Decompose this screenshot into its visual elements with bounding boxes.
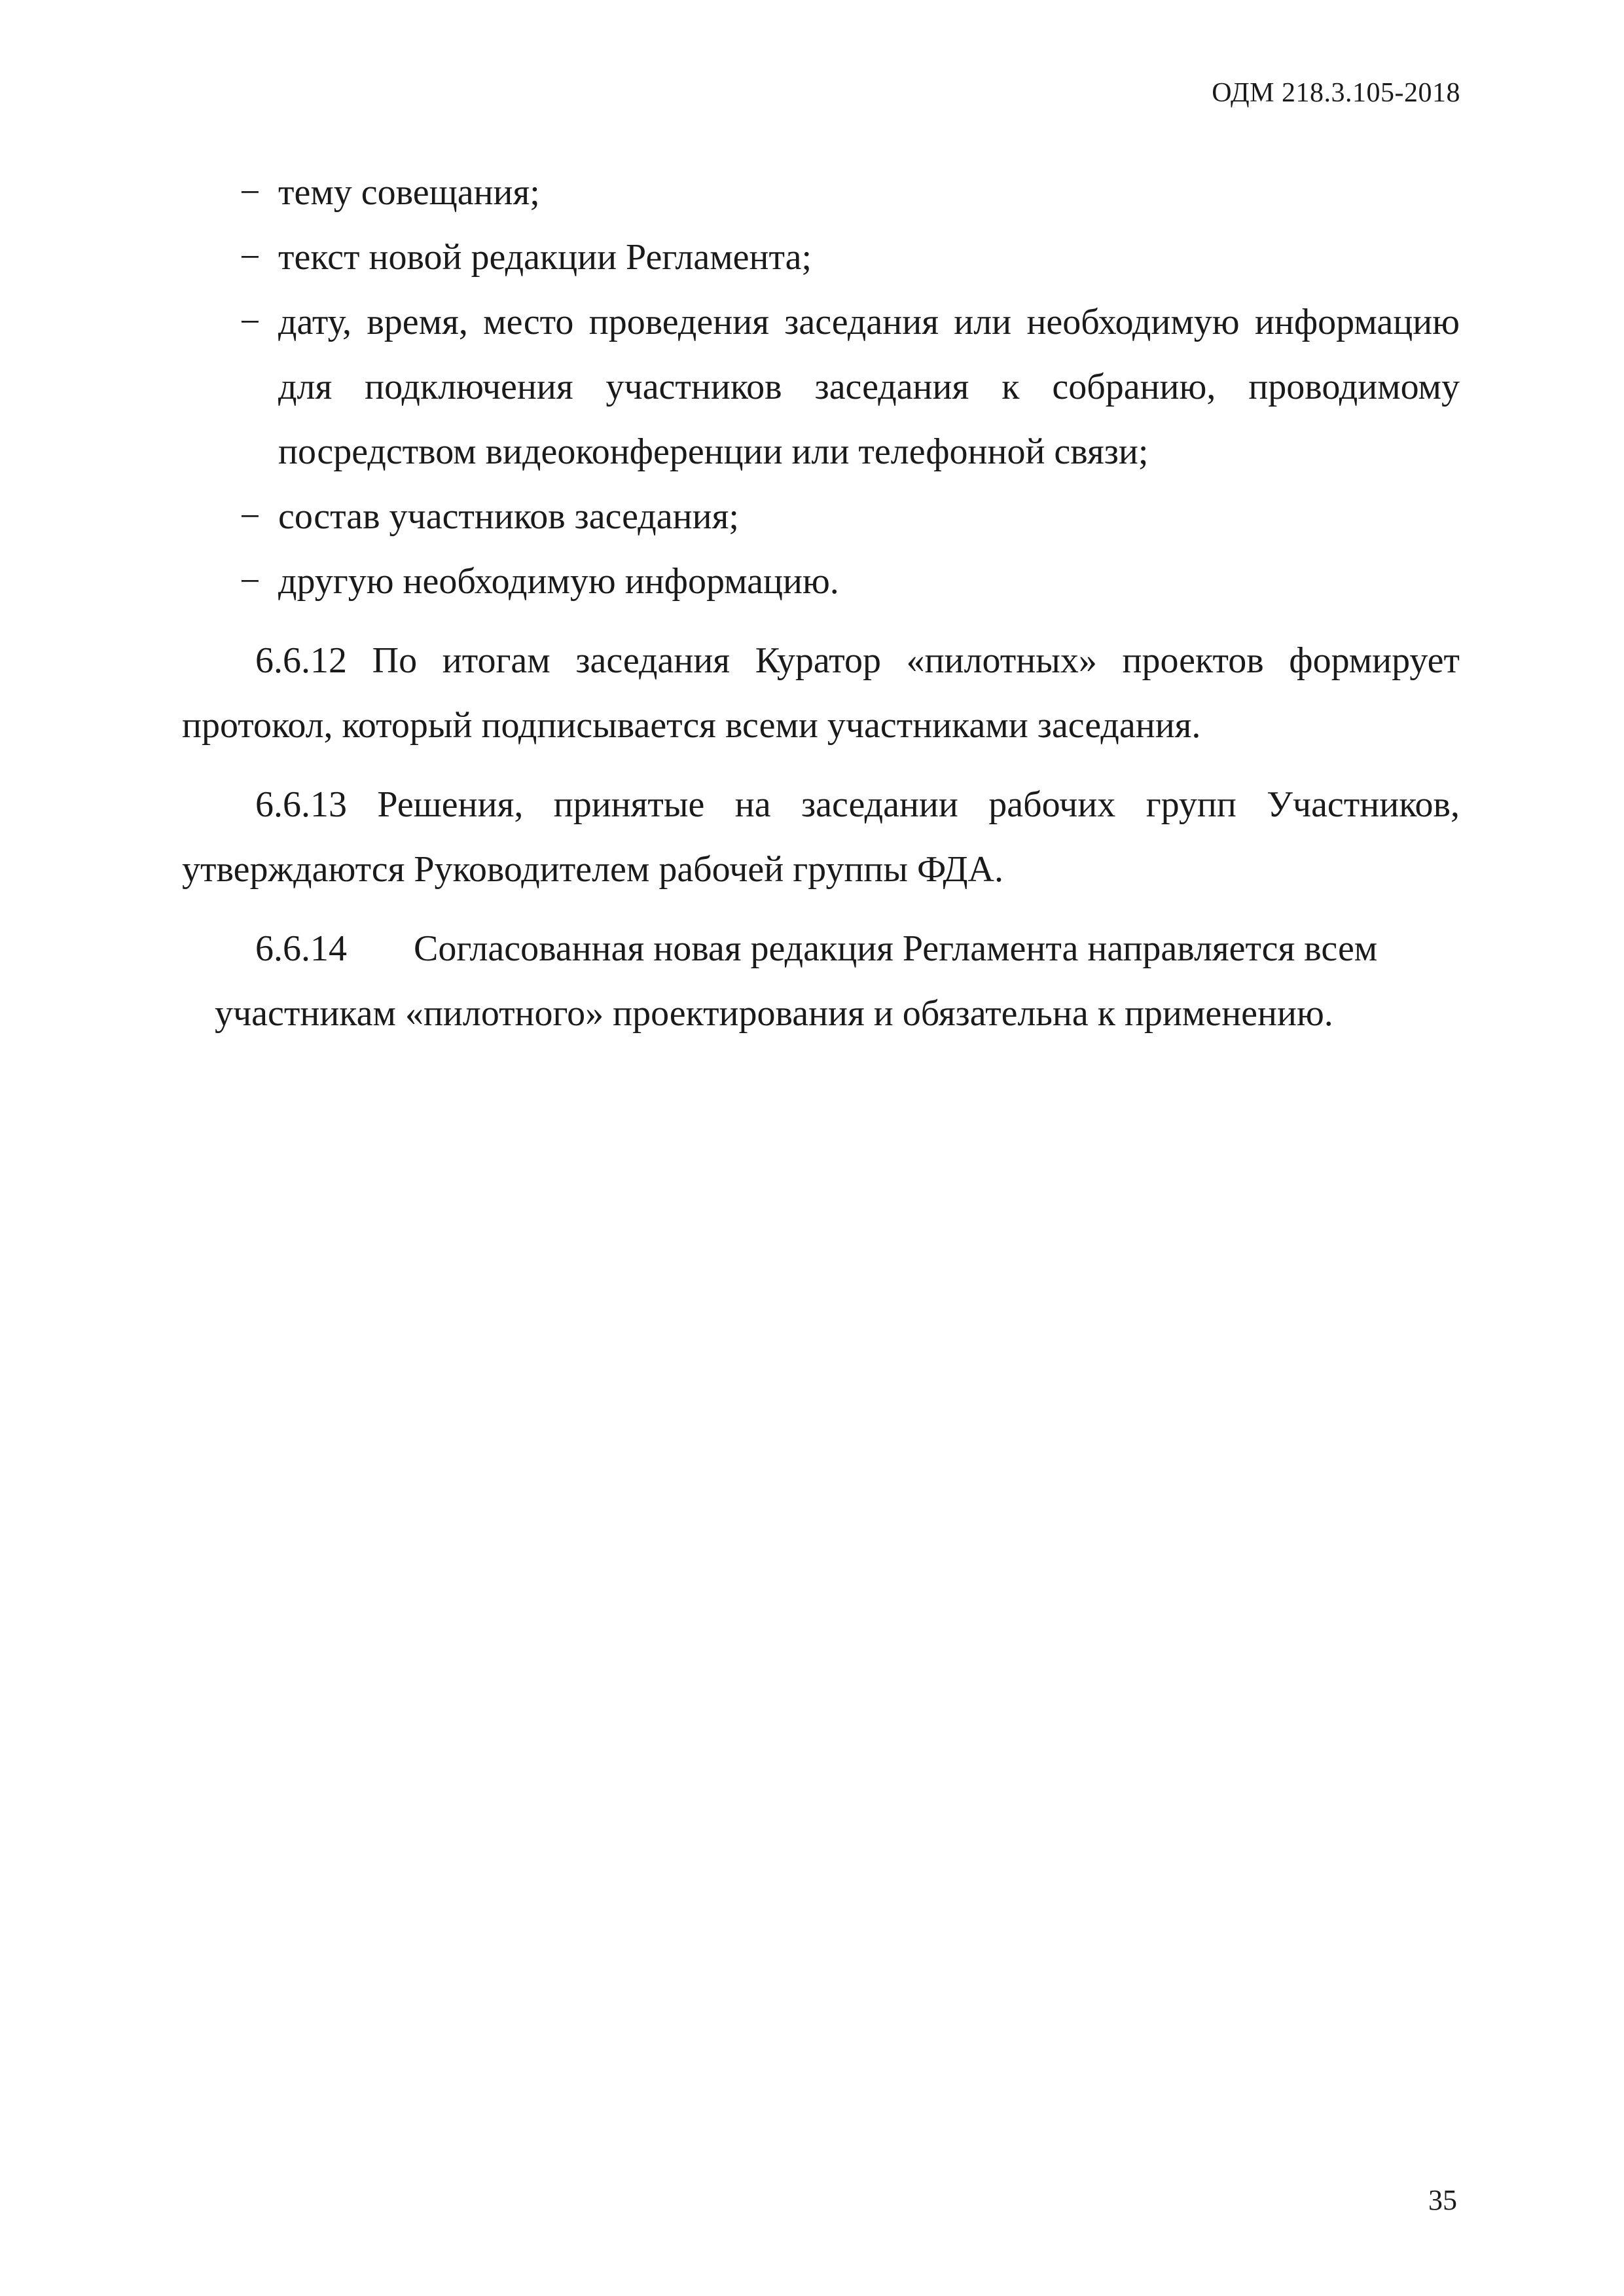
list-item (182, 484, 1460, 549)
dash-bullet: − (240, 172, 261, 213)
clause-text: По итогам заседания Куратор «пилотных» проектов формирует протокол, который подписывается всеми участниками заседания. (182, 640, 1460, 746)
clause-number: 6.6.14 (255, 928, 347, 969)
list-item (182, 160, 1460, 225)
list-item (182, 225, 1460, 290)
clause-second-line: участникам «пилотного» проектирования и обязательна к применению. (215, 993, 1333, 1034)
list-item-text: состав участников заседания; (278, 496, 739, 537)
clause-text: Согласованная новая редакция Регламента направляется всем (414, 928, 1378, 969)
document-code-header: ОДМ 218.3.105-2018 (1212, 78, 1460, 108)
clause-6-6-14 (182, 917, 1460, 1046)
page-body (182, 160, 1460, 1046)
dash-bullet: − (240, 561, 261, 602)
list-item-text: тему совещания; (278, 172, 540, 213)
clause-6-6-12 (182, 629, 1460, 758)
clause-first-line (182, 917, 1460, 981)
dash-bullet: − (240, 302, 261, 342)
page-number: 35 (1428, 2184, 1457, 2216)
dash-bullet: − (240, 237, 261, 278)
list-item (182, 290, 1460, 484)
list-item-text: дату, время, место проведения заседания или необходимую информацию для подключения участников заседания к собранию, проводимому посредством видеоконференции или телефонной связи; (278, 302, 1460, 472)
dash-bullet: − (240, 496, 261, 537)
list-item-text: другую необходимую информацию. (278, 561, 839, 602)
clause-number: 6.6.13 (255, 784, 347, 825)
clause-text: Решения, принятые на заседании рабочих групп Участников, утверждаются Руководителем рабочей группы ФДА. (182, 784, 1460, 890)
list-item-text: текст новой редакции Регламента; (278, 237, 812, 278)
requirements-list (182, 160, 1460, 614)
clause-6-6-13 (182, 773, 1460, 902)
clause-number: 6.6.12 (255, 640, 347, 681)
list-item (182, 549, 1460, 614)
